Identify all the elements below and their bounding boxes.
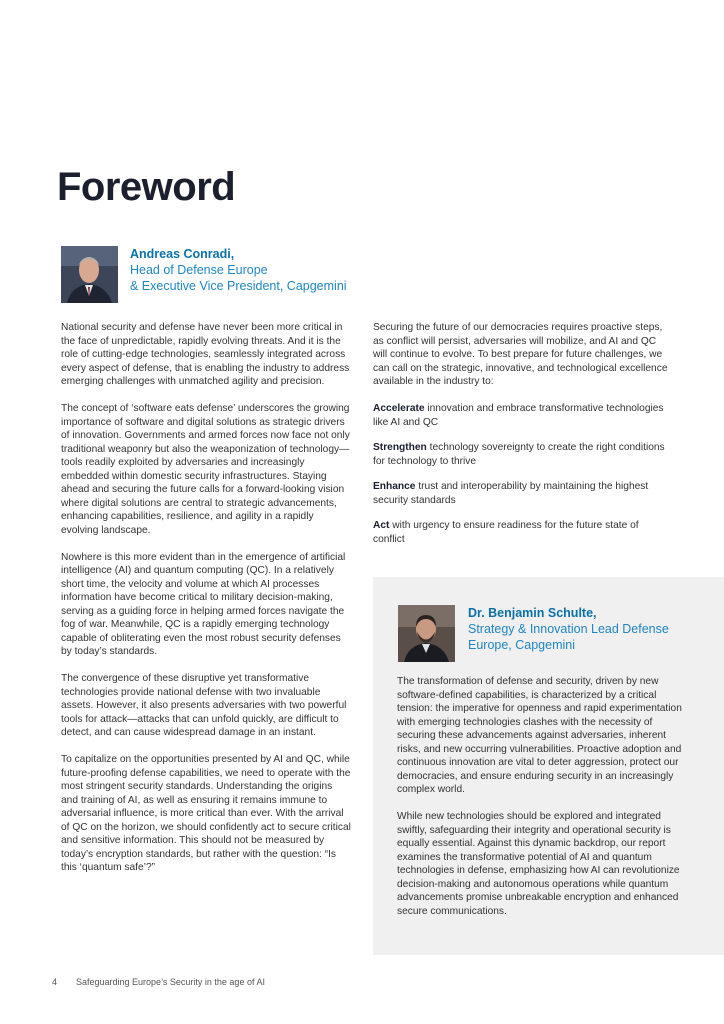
- action-text: technology sovereignty to create the right conditions for technology to thrive: [373, 442, 665, 467]
- author-role-line-2: Europe, Capgemini: [468, 638, 576, 652]
- avatar-schulte: [398, 605, 455, 662]
- paragraph: To capitalize on the opportunities presented by AI and QC, while future-proofing defense capabilities, we need to operate with the most stringent security standards. Understanding the origins and training of AI, as well as ensuring it remains immune to adversarial influence, is more critical than ever. With the arrival of QC on the horizon, we should confidently act to secure critical and sensitive information. This should not be measured by today’s encryption standards, but rather with the question: “Is this ‘quantum safe’?”: [61, 754, 351, 873]
- intro-paragraph: Securing the future of our democracies requires proactive steps, as conflict will persist, adversaries will mobilize, and AI and QC will continue to evolve. To best prepare for future challenges, we can call on the strategic, innovative, and technological excellence available in the industry to:: [373, 322, 668, 387]
- avatar-conradi: [61, 246, 118, 303]
- author-caption: [130, 246, 347, 294]
- page-footer: [52, 977, 265, 987]
- action-text: innovation and embrace transformative technologies like AI and QC: [373, 403, 664, 428]
- author-role-line-2: & Executive Vice President, Capgemini: [130, 279, 347, 293]
- action-item: [373, 519, 673, 546]
- paragraph: National security and defense have never been more critical in the face of unpredictable, rapidly evolving threats. And it is the role of cutting-edge technologies, seamlessly integrated across every aspect of defense, that is enabling the industry to address emerging challenges with unmatched agility and precision.: [61, 322, 350, 387]
- action-text: with urgency to ensure readiness for the future state of conflict: [373, 520, 639, 545]
- footer-title: Safeguarding Europe’s Security in the age of AI: [76, 977, 265, 987]
- right-column-text: [373, 321, 673, 558]
- action-item: [373, 441, 673, 468]
- action-keyword: Accelerate: [373, 403, 425, 414]
- left-column-text: [61, 321, 351, 888]
- paragraph: The concept of ‘software eats defense’ underscores the growing importance of software and digital solutions as strategic drivers of innovation. Governments and armed forces now face not only traditional weaponry but also the weaponization of technology—tools readily exploited by adversaries and increasingly embedded within domestic security infrastructures. Staying ahead and securing the future calls for a forward-looking vision where digital solutions are central to strategic advancements, enhancing capabilities, resilience, and agility in a rapidly evolving landscape.: [61, 403, 350, 536]
- author-caption: [468, 605, 669, 653]
- page-title: Foreword: [57, 165, 236, 209]
- action-keyword: Act: [373, 520, 390, 531]
- author-role-line-1: Head of Defense Europe: [130, 263, 268, 277]
- author-name: Andreas Conradi,: [130, 247, 235, 261]
- action-text: trust and interoperability by maintaining the highest security standards: [373, 481, 649, 506]
- author-block-conradi: [61, 246, 481, 306]
- action-item: [373, 402, 673, 429]
- quote-text: [397, 675, 692, 932]
- action-item: [373, 480, 673, 507]
- page-number: 4: [52, 977, 58, 987]
- author-block-schulte: [398, 605, 708, 665]
- paragraph: Nowhere is this more evident than in the emergence of artificial intelligence (AI) and quantum computing (QC). In a relatively short time, the velocity and volume at which AI processes information have become critical to military decision-making, serving as a guiding force in helping armed forces navigate the fog of war. Meanwhile, QC is a rapidly emerging technology capable of obliterating even the most robust security defenses by today’s standards.: [61, 551, 346, 657]
- action-list: [373, 402, 673, 546]
- paragraph: The transformation of defense and security, driven by new software-defined capabilities, is characterized by a critical tension: the imperative for openness and rapid experimentation with emerging technologies clashes with the necessity of securing these advancements against adversaries, inherent risks, and new occurring vulnerabilities. Proactive adoption and continuous innovation are vital to deter aggression, protect our democracies, and ensure enduring security in an increasingly complex world.: [397, 676, 682, 795]
- paragraph: The convergence of these disruptive yet transformative technologies provide national defense with two invaluable assets. However, it also presents adversaries with two powerful tools for attack—attacks that can unfold quickly, are difficult to detect, and can cause widespread damage in an instant.: [61, 673, 347, 738]
- author-name: Dr. Benjamin Schulte,: [468, 606, 597, 620]
- action-keyword: Enhance: [373, 481, 416, 492]
- paragraph: While new technologies should be explored and integrated swiftly, safeguarding their integrity and operational security is equally essential. Against this dynamic backdrop, our report examines the transformative potential of AI and quantum technologies in defense, emphasizing how AI can revolutionize decision-making and autonomous operations while quantum advancements promise unbreakable encryption and enhanced secure communications.: [397, 811, 680, 917]
- action-keyword: Strengthen: [373, 442, 427, 453]
- author-role-line-1: Strategy & Innovation Lead Defense: [468, 622, 669, 636]
